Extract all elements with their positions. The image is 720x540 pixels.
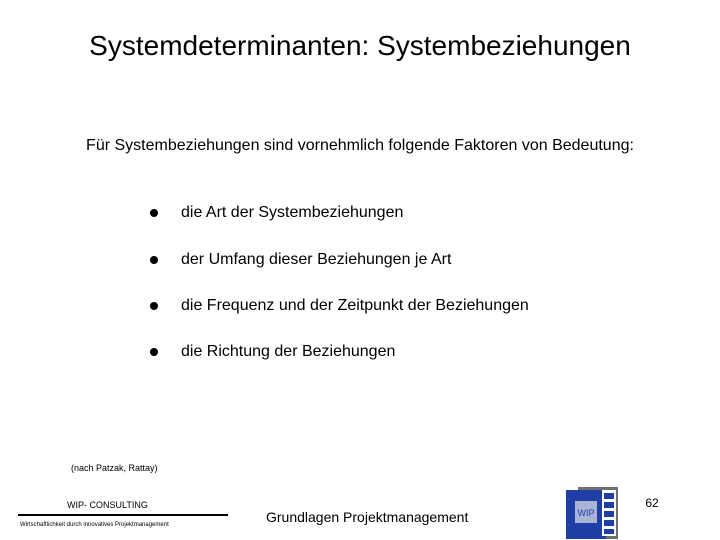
intro-text: Für Systembeziehungen sind vornehmlich folgende Faktoren von Bedeutung: — [86, 137, 634, 154]
bullet-text: die Art der Systembeziehungen — [181, 204, 404, 221]
bullet-dot-icon — [150, 209, 158, 217]
bullet-text: die Richtung der Beziehungen — [181, 343, 396, 360]
bullet-item — [150, 342, 710, 362]
bullet-item — [150, 250, 710, 270]
company-name: WIP- CONSULTING — [67, 500, 148, 510]
wip-logo — [566, 487, 618, 539]
logo-text: WIP — [577, 508, 595, 518]
bullet-item — [150, 203, 710, 223]
bullet-item — [150, 296, 710, 316]
footer-divider — [18, 514, 228, 516]
slide-title: Systemdeterminanten: Systembeziehungen — [89, 30, 631, 61]
bullet-text: die Frequenz und der Zeitpunkt der Beziehungen — [181, 297, 529, 314]
source-note: (nach Patzak, Rattay) — [71, 463, 158, 473]
bullet-dot-icon — [150, 256, 158, 264]
bullet-text: der Umfang dieser Beziehungen je Art — [181, 251, 452, 268]
page-number: 62 — [645, 496, 659, 510]
company-tagline: Wirtschaftlichkeit durch innovatives Projektmanagement — [20, 522, 169, 528]
bullet-dot-icon — [150, 302, 158, 310]
bullet-dot-icon — [150, 348, 158, 356]
course-title: Grundlagen Projektmanagement — [266, 509, 469, 525]
